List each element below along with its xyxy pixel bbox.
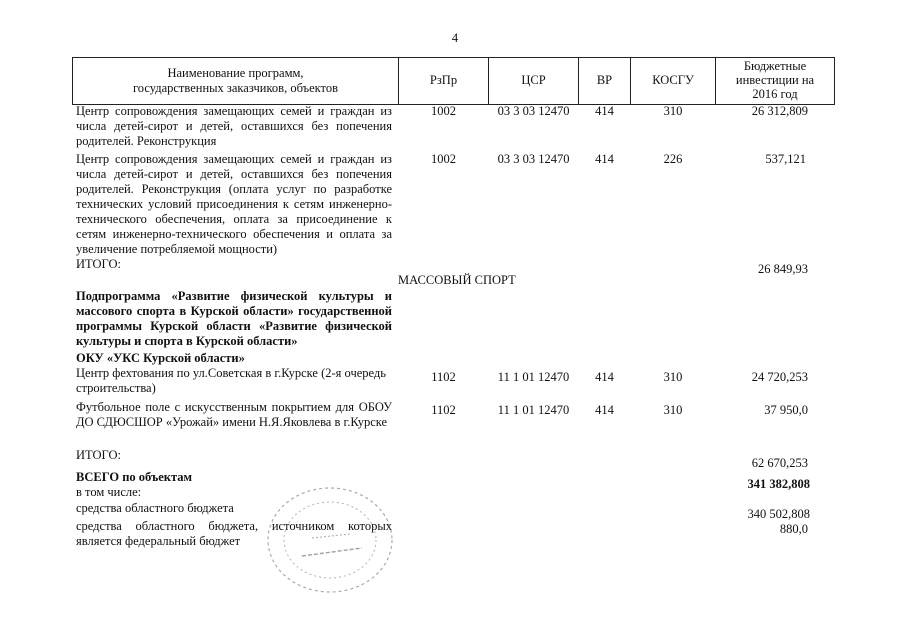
federal-budget-label: средства областного бюджета, источником которых является федеральный бюджет: [76, 519, 392, 548]
total-label: ВСЕГО по объектам: [76, 470, 193, 484]
row-vr: 414: [595, 403, 614, 417]
row-csr: 03 3 03 12470: [497, 104, 570, 118]
row-amount: 537,121: [765, 152, 806, 166]
row-name: Центр сопровождения замещающих семей и граждан из числа детей-сирот и детей, оставшихся без попечения родителей. Реконструкция (оплата услуг по разработке технических условий присоединения к сетям инженерно-технического обеспечения, оплата за присоединение к сетям инженерно-технического обеспечения и оплата за увеличение потребляемой мощности): [76, 152, 392, 256]
subtotal-label: ИТОГО:: [76, 448, 121, 462]
row-csr: 11 1 01 12470: [497, 403, 570, 417]
header-vr: ВР: [596, 73, 613, 87]
row-amount: 26 312,809: [751, 104, 808, 118]
row-kosgu: 310: [663, 370, 683, 384]
subprogram-title: Подпрограмма «Развитие физической культуры и массового спорта в Курской области» государственной программы Курской области «Развитие физической культуры и спорта в Курской области»: [76, 289, 392, 348]
row-kosgu: 310: [663, 104, 683, 118]
row-name: Футбольное поле с искусственным покрытием для ОБОУ ДО СДЮСШОР «Урожай» имени Н.Я.Яковлева в г.Курске: [76, 400, 392, 429]
federal-budget-amount: 880,0: [779, 522, 808, 536]
total-amount: 341 382,808: [747, 477, 810, 491]
row-csr: 03 3 03 12470: [497, 152, 570, 166]
subtotal-label: ИТОГО:: [76, 257, 121, 271]
row-rzpr: 1002: [431, 152, 456, 166]
row-vr: 414: [595, 152, 614, 166]
row-name: Центр фехтования по ул.Советская в г.Курске (2-я очередь строительства): [76, 366, 386, 395]
row-amount: 37 950,0: [764, 403, 808, 417]
section-title: МАССОВЫЙ СПОРТ: [398, 273, 516, 287]
including-label: в том числе:: [76, 485, 142, 499]
regional-budget-amount: 340 502,808: [747, 507, 810, 521]
header-invest: Бюджетные инвестиции на 2016 год: [735, 59, 815, 101]
row-rzpr: 1102: [431, 370, 456, 384]
subtotal-amount: 26 849,93: [758, 262, 808, 276]
row-kosgu: 226: [663, 152, 683, 166]
header-name: Наименование программ, государственных заказчиков, объектов: [132, 66, 338, 95]
row-vr: 414: [595, 370, 614, 384]
row-kosgu: 310: [663, 403, 683, 417]
row-csr: 11 1 01 12470: [497, 370, 570, 384]
row-rzpr: 1102: [431, 403, 456, 417]
header-rzpr: РзПр: [429, 73, 458, 87]
header-csr: ЦСР: [521, 73, 546, 87]
regional-budget-label: средства областного бюджета: [76, 501, 234, 515]
row-amount: 24 720,253: [751, 370, 808, 384]
subtotal-amount: 62 670,253: [751, 456, 808, 470]
stamp-icon: [252, 478, 402, 598]
customer-name: ОКУ «УКС Курской области»: [76, 351, 245, 365]
header-kosgu: КОСГУ: [652, 73, 694, 87]
row-name: Центр сопровождения замещающих семей и граждан из числа детей-сирот и детей, оставшихся без попечения родителей. Реконструкция: [76, 104, 392, 148]
row-rzpr: 1002: [431, 104, 456, 118]
row-vr: 414: [595, 104, 614, 118]
page-number: 4: [451, 31, 459, 45]
